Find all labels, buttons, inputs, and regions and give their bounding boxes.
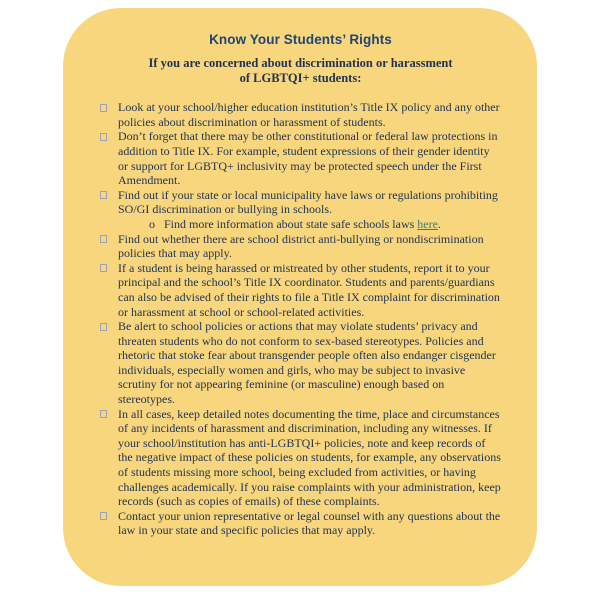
card-subtitle <box>100 56 501 85</box>
checklist-item-text: Find out if your state or local municipality have laws or regulations prohibiting SO/GI discrimination or bullying in schools. <box>118 187 498 217</box>
checkbox-bullet-icon <box>100 104 107 112</box>
checkbox-bullet-icon <box>100 410 107 418</box>
circle-bullet-icon: o <box>149 216 155 231</box>
checkbox-bullet-icon <box>100 133 107 141</box>
card-title: Know Your Students’ Rights <box>209 32 392 47</box>
checklist-item-body <box>118 100 501 129</box>
checklist-item-body <box>118 129 501 187</box>
checklist-item <box>100 407 501 509</box>
checkbox-bullet-icon <box>100 323 107 331</box>
checklist-item-text: Look at your school/higher education institution’s Title IX policy and any other policies about discrimination or harassment of students. <box>118 100 500 129</box>
checklist-item-text: Find out whether there are school district anti-bullying or nondiscrimination policies that may apply. <box>118 231 484 261</box>
checklist-item <box>100 129 501 187</box>
checklist-item <box>100 232 501 261</box>
checklist-item-text: In all cases, keep detailed notes documenting the time, place and circumstances of any incidents of harassment and discrimination, including any witnesses. If your school/institution has anti-LGBTQI+ policies, note and keep records of the negative impact of these policies on students, for example, any observations of students missing more school, being excluded from activities, or having challenges academically. If you raise complaints with your administration, keep records (such as copies of emails) of these complaints. <box>118 406 501 509</box>
checkbox-bullet-icon <box>100 191 107 199</box>
checklist-item <box>100 509 501 538</box>
safe-schools-laws-link[interactable]: here <box>417 216 438 231</box>
checklist-item-text: If a student is being harassed or mistreated by other students, report it to your principal and the school’s Title IX coordinator. Students and parents/guardians can also be advised of their rights to file a Title IX complaint for discrimination or harassment at school or school-related activities. <box>118 260 500 319</box>
checklist-item-text: Be alert to school policies or actions that may violate students’ privacy and threaten students who do not conform to sex-based stereotypes. Policies and rhetoric that stoke fear about transgender people often also endanger cisgender individuals, especially women and girls, who may be subject to invasive scrutiny for not appearing feminine (or masculine) enough based on stereotypes. <box>118 319 496 407</box>
checkbox-bullet-icon <box>100 264 107 272</box>
checklist-item-body <box>118 232 501 261</box>
subitem-text: Find more information about state safe schools laws here. <box>164 216 441 231</box>
checklist-item <box>100 319 501 407</box>
checkbox-bullet-icon <box>100 512 107 520</box>
card-subtitle-line2: of LGBTQI+ students: <box>239 70 362 85</box>
checklist-item <box>100 188 501 232</box>
checklist-item-body <box>118 319 501 407</box>
checklist-item-body <box>118 188 501 232</box>
checkbox-bullet-icon <box>100 235 107 243</box>
know-your-rights-card <box>63 8 537 586</box>
checklist-item-text: Contact your union representative or legal counsel with any questions about the law in your state and specific policies that may apply. <box>118 508 501 538</box>
checklist-subitem <box>118 217 501 232</box>
checklist-item <box>100 100 501 129</box>
checklist-item <box>100 261 501 319</box>
card-subtitle-line1: If you are concerned about discrimination or harassment <box>148 56 453 70</box>
checklist-item-body <box>118 509 501 538</box>
checklist-item-body <box>118 407 501 509</box>
checklist-item-body <box>118 261 501 319</box>
checklist-item-text: Don’t forget that there may be other constitutional or federal law protections in addition to Title IX. For example, student expressions of their gender identity or support for LGBTQ+ inclusivity may be protected speech under the First Amendment. <box>118 129 498 188</box>
rights-checklist <box>100 100 501 538</box>
